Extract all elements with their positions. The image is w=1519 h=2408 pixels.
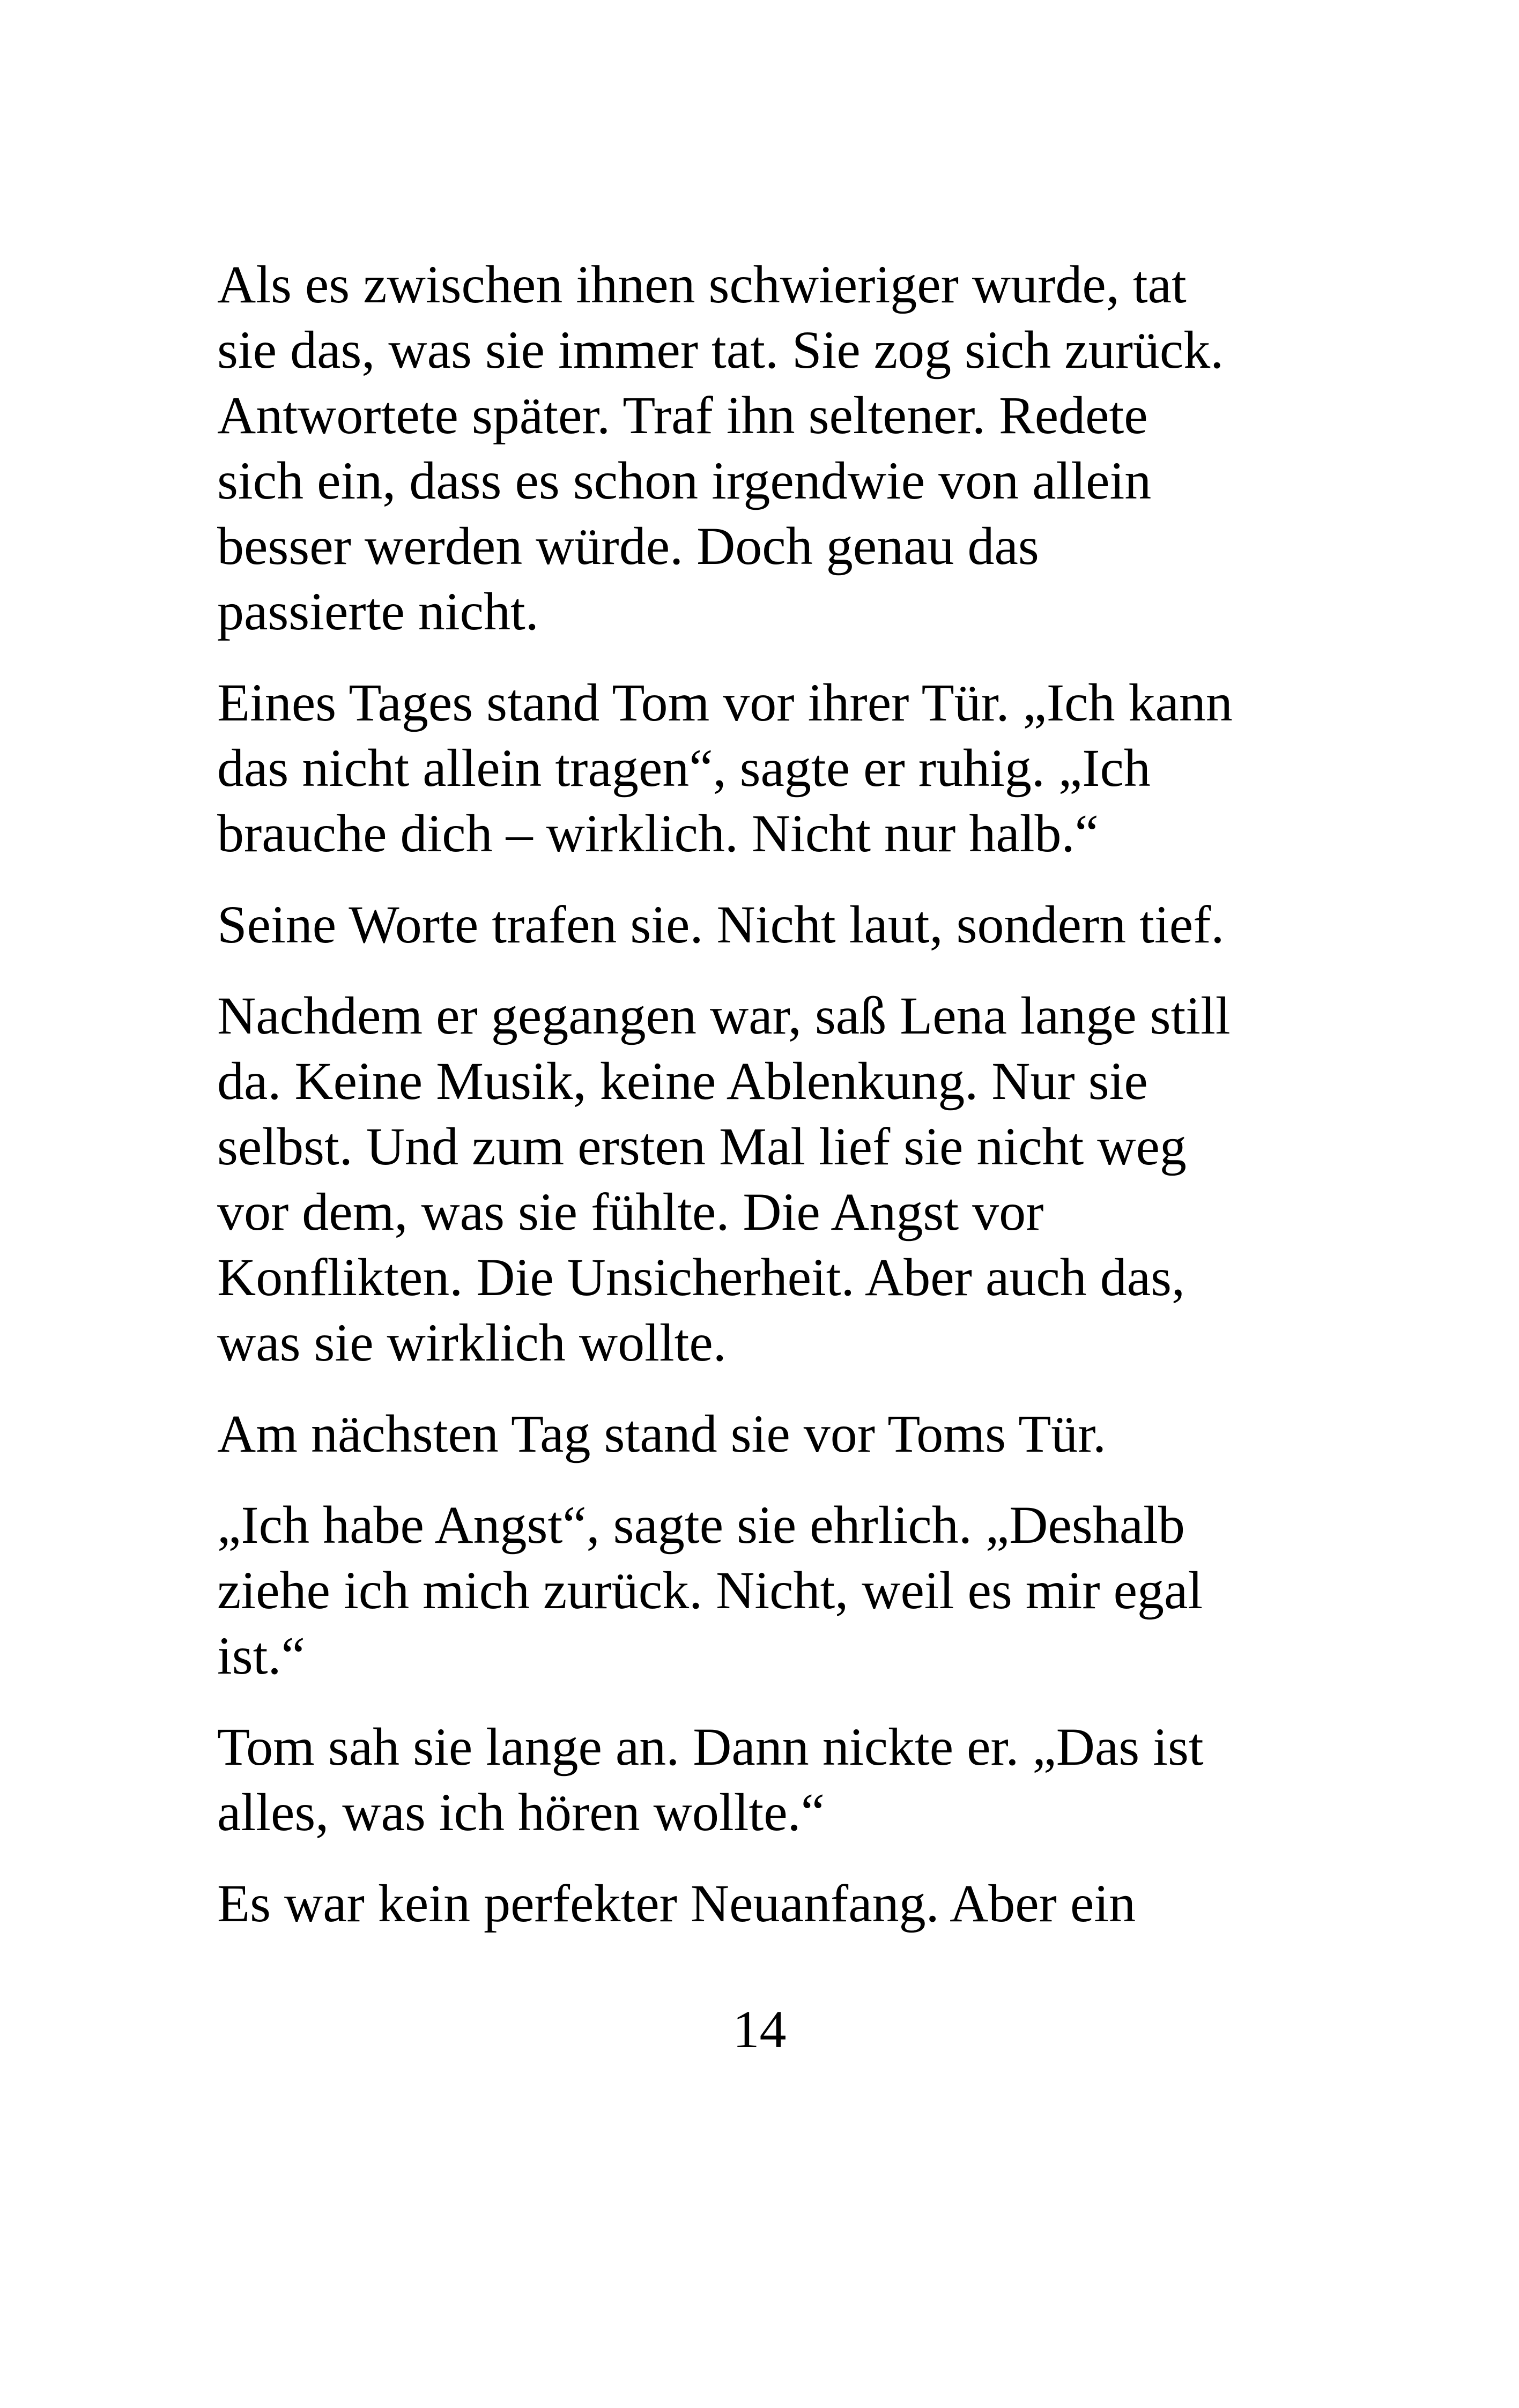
text-line: vor dem, was sie fühlte. Die Angst vor [217, 1182, 1044, 1242]
text-line: ziehe ich mich zurück. Nicht, weil es mir egal [217, 1560, 1203, 1620]
text-line: passierte nicht. [217, 582, 539, 641]
text-line: ist.“ [217, 1626, 305, 1685]
text-line: sich ein, dass es schon irgendwie von allein [217, 451, 1152, 510]
paragraph-1 [217, 252, 1332, 644]
text-line: das nicht allein tragen“, sagte er ruhig. „Ich [217, 738, 1151, 798]
page-number: 14 [732, 2000, 787, 2059]
text-line: Als es zwischen ihnen schwieriger wurde, tat [217, 255, 1187, 314]
text-line: Antwortete später. Traf ihn seltener. Redete [217, 385, 1148, 445]
paragraph-4 [217, 983, 1332, 1376]
paragraph-6 [217, 1492, 1332, 1689]
text-line: selbst. Und zum ersten Mal lief sie nicht weg [217, 1117, 1187, 1176]
paragraph-5 [217, 1401, 1332, 1467]
text-line: Es war kein perfekter Neuanfang. Aber ein [217, 1874, 1136, 1933]
text-line: Am nächsten Tag stand sie vor Toms Tür. [217, 1404, 1107, 1463]
text-line: brauche dich – wirklich. Nicht nur halb.“ [217, 804, 1099, 863]
text-line: Tom sah sie lange an. Dann nickte er. „Das ist [217, 1717, 1204, 1777]
text-line: Nachdem er gegangen war, saß Lena lange still [217, 986, 1231, 1045]
text-line: sie das, was sie immer tat. Sie zog sich zurück. [217, 320, 1224, 380]
paragraph-2 [217, 670, 1332, 866]
text-line: was sie wirklich wollte. [217, 1313, 727, 1372]
paragraph-3 [217, 892, 1332, 957]
paragraph-8 [217, 1871, 1332, 1936]
text-line: besser werden würde. Doch genau das [217, 516, 1039, 576]
text-line: Konflikten. Die Unsicherheit. Aber auch das, [217, 1247, 1185, 1307]
text-line: alles, was ich hören wollte.“ [217, 1782, 825, 1842]
text-line: „Ich habe Angst“, sagte sie ehrlich. „Deshalb [217, 1495, 1185, 1555]
paragraph-7 [217, 1714, 1332, 1845]
text-line: da. Keine Musik, keine Ablenkung. Nur sie [217, 1051, 1148, 1111]
text-line: Seine Worte trafen sie. Nicht laut, sondern tief. [217, 895, 1225, 954]
body-text [217, 252, 1332, 1962]
text-line: Eines Tages stand Tom vor ihrer Tür. „Ich kann [217, 673, 1233, 732]
